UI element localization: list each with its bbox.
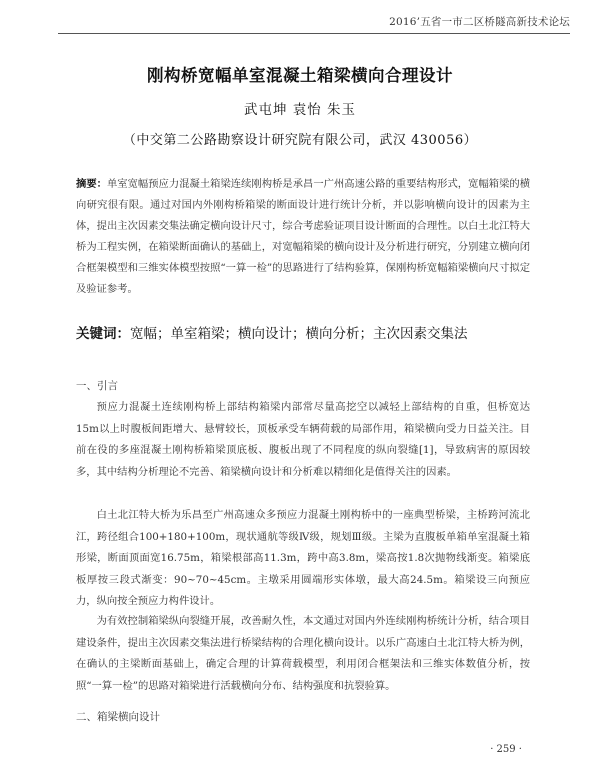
keywords-label: 关键词： [76,326,130,342]
keywords [76,322,540,342]
paper-affiliation: （中交第二公路勘察设计研究院有限公司，武汉 430056） [122,133,478,148]
section-heading-introduction: 一、引言 [76,380,118,392]
abstract-text: 单室宽幅预应力混凝土箱梁连续刚构桥是承昌一广州高速公路的重要结构形式，宽幅箱梁的横向研究很有限。通过对国内外刚构桥箱梁的断面设计进行统计分析，并以影响横向设计的因素为主体，提出主次因素交集法确定横向设计尺寸，综合考虑验证项目设计断面的合理性。以白土北江特大桥为工程实例，在箱梁断面确认的基础上，对宽幅箱梁的横向设计及分析进行研究，分别建立横向闭合框架模型和三维实体模型按照“一算一检”的思路进行了结构验算，保刚构桥宽幅箱梁横向尺寸拟定及验证参考。 [76,178,531,295]
body-paragraph-3: 为有效控制箱梁纵向裂缝开展，改善耐久性，本文通过对国内外连续刚构桥统计分析，结合项目建设条件，提出主次因素交集法进行桥梁结构的合理化横向设计。以乐广高速白土北江特大桥为例，在确认的主梁断面基础上，确定合理的计算荷载模型，利用闭合框架法和三维实体数值分析，按照“一算一检”的思路对箱梁进行活载横向分布、结构强度和抗裂验算。 [76,615,530,692]
keywords-text: 宽幅；单室箱梁；横向设计；横向分析；主次因素交集法 [130,326,468,342]
section-heading-girder-design: 二、箱梁横向设计 [76,711,160,723]
running-header: 2016’五省一市二区桥隧高新技术论坛 [389,16,570,28]
body-paragraph-2: 白土北江特大桥为乐昌至广州高速众多预应力混凝土刚构桥中的一座典型桥梁，主桥跨河流北江，跨径组合100+180+100m，现状通航等级Ⅳ级，规划Ⅲ级。主梁为直腹板单箱单室混凝土箱形梁，断面顶面宽16.75m，箱梁根部高11.3m，跨中高3.8m，梁高按1.8次抛物线渐变。箱梁底板厚按三段式渐变：90~70~45cm。主墩采用圆端形实体墩，最大高24.5m。箱梁设三向预应力，纵向按全预应力构件设计。 [76,509,530,607]
header-rule [58,33,570,34]
page-number: · 259 · [490,744,522,755]
abstract [76,174,530,300]
paper-authors: 武屯坤 袁怡 朱玉 [243,102,357,118]
paper-title: 刚构桥宽幅单室混凝土箱梁横向合理设计 [147,66,453,85]
abstract-label: 摘要： [76,178,107,190]
body-paragraph-1: 预应力混凝土连续刚构桥上部结构箱梁内部常尽量高挖空以减轻上部结构的自重，但桥宽达15m以上时腹板间距增大、悬臂较长，顶板承受车辆荷载的局部作用，箱梁横向受力日益关注。目前在役的多座混凝土刚构桥箱梁顶底板、腹板出现了不同程度的纵向裂缝[1]，导致病害的原因较多，其中结构分析理论不完善、箱梁横向设计和分析难以精细化是值得关注的因素。 [76,401,530,478]
